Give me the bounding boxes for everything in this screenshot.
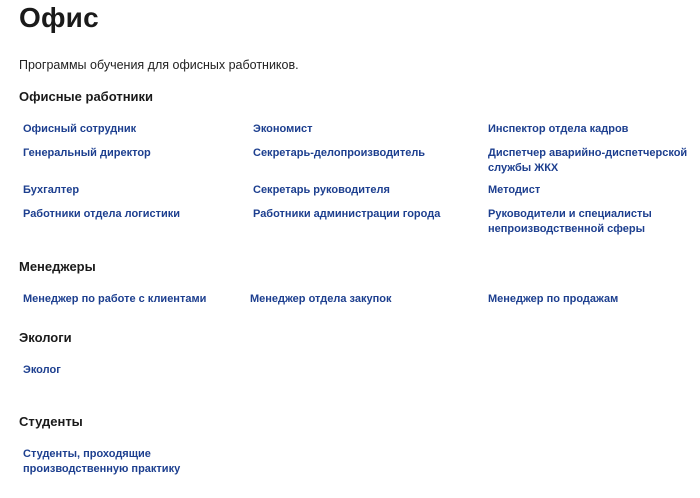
program-link[interactable]: Диспетчер аварийно-диспетчерской службы ЖКХ	[488, 147, 688, 174]
program-link[interactable]: Генеральный директор	[23, 147, 151, 159]
program-link[interactable]: Менеджер по продажам	[488, 293, 619, 305]
program-link[interactable]: Работники администрации города	[253, 208, 441, 220]
program-link[interactable]: Руководители и специалисты непроизводственной сферы	[488, 208, 652, 235]
program-link[interactable]: Работники отдела логистики	[23, 208, 181, 220]
section-title-office-workers: Офисные работники	[19, 89, 154, 104]
program-link[interactable]: Секретарь руководителя	[253, 184, 390, 196]
section-title-students: Студенты	[19, 414, 83, 429]
program-link[interactable]: Офисный сотрудник	[23, 123, 137, 135]
program-link[interactable]: Менеджер отдела закупок	[250, 293, 392, 305]
program-link[interactable]: Студенты, проходящие производственную практику	[23, 448, 181, 475]
page-subtitle: Программы обучения для офисных работников.	[19, 58, 299, 72]
section-title-ecologists: Экологи	[19, 330, 72, 345]
program-link[interactable]: Инспектор отдела кадров	[488, 123, 629, 135]
page-title: Офис	[19, 2, 99, 33]
program-link[interactable]: Секретарь-делопроизводитель	[253, 147, 426, 159]
program-link[interactable]: Бухгалтер	[23, 184, 80, 196]
program-link[interactable]: Эколог	[23, 364, 61, 376]
program-link[interactable]: Методист	[488, 184, 541, 196]
section-title-managers: Менеджеры	[19, 259, 96, 274]
program-link[interactable]: Экономист	[253, 123, 313, 135]
program-link[interactable]: Менеджер по работе с клиентами	[23, 293, 207, 305]
